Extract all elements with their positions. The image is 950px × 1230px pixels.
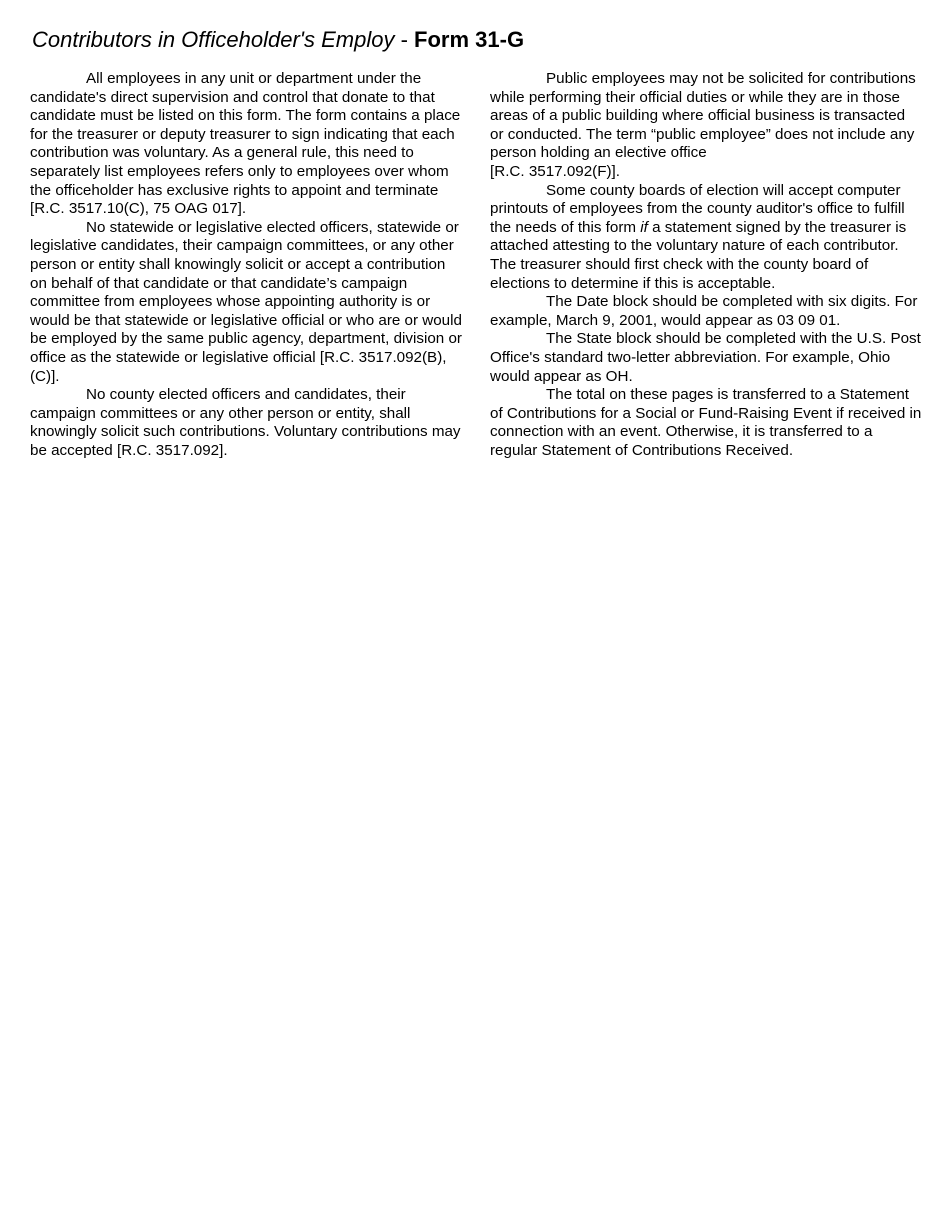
right-column (490, 70, 922, 460)
paragraph-public-employees (490, 70, 922, 182)
page-title (32, 26, 524, 54)
public-employees-citation: [R.C. 3517.092(F)]. (490, 162, 620, 180)
paragraph-county-officers: No county elected officers and candidates, their campaign committees or any other person or entity, shall knowingly solicit such contributions. Voluntary contributions may be accepted [R.C. 3517.092]. (30, 386, 461, 459)
paragraph-total-transfer: The total on these pages is transferred to a Statement of Contributions for a Social or Fund-Raising Event if received in connection with an event. Otherwise, it is transferred to a regular Statement of Contributions Received. (490, 386, 922, 459)
form-number: Form 31-G (414, 27, 525, 52)
public-employees-text: Public employees may not be solicited for contributions while performing their official duties or while they are in those areas of a public building where official business is transacted or conducted. The term “public employee” does not include any person holding an elective office (490, 70, 916, 162)
paragraph-state-block: The State block should be completed with the U.S. Post Office's standard two-letter abbreviation. For example, Ohio would appear as OH. (490, 330, 921, 385)
paragraph-computer-printouts (490, 182, 922, 294)
printouts-text-after: a statement signed by the treasurer is attached attesting to the voluntary nature of each contributor. The treasurer should first check with the county board of elections to determine if this is acceptable. (490, 218, 907, 292)
left-column (30, 70, 464, 460)
paragraph-statewide-restriction: No statewide or legislative elected officers, statewide or legislative candidates, their campaign committees, or any other person or entity shall knowingly solicit or accept a contribution on behalf of that candidate or that candidate’s campaign committee from employees whose appointing authority is or would be that statewide or legislative official or who are or would be employed by the same public agency, department, division or office as the statewide or legislative official [R.C. 3517.092(B), (C)]. (30, 218, 462, 385)
printouts-text-before: Some county boards of election will accept computer printouts of employees from the county auditor's office to fulfill the needs of this form (490, 181, 905, 236)
printouts-if-italic: if (640, 218, 648, 236)
paragraph-employees-listing: All employees in any unit or department under the candidate's direct supervision and control that donate to that candidate must be listed on this form. The form contains a place for the treasurer or deputy treasurer to sign indicating that each contribution was voluntary. As a general rule, this need to separately list employees refers only to employees over whom the officeholder has exclusive rights to appoint and terminate [R.C. 3517.10(C), 75 OAG 017]. (30, 70, 461, 218)
title-separator: - (394, 27, 415, 52)
paragraph-date-block: The Date block should be completed with six digits. For example, March 9, 2001, would appear as 03 09 01. (490, 293, 918, 329)
title-italic-part: Contributors in Officeholder's Employ (32, 27, 395, 52)
